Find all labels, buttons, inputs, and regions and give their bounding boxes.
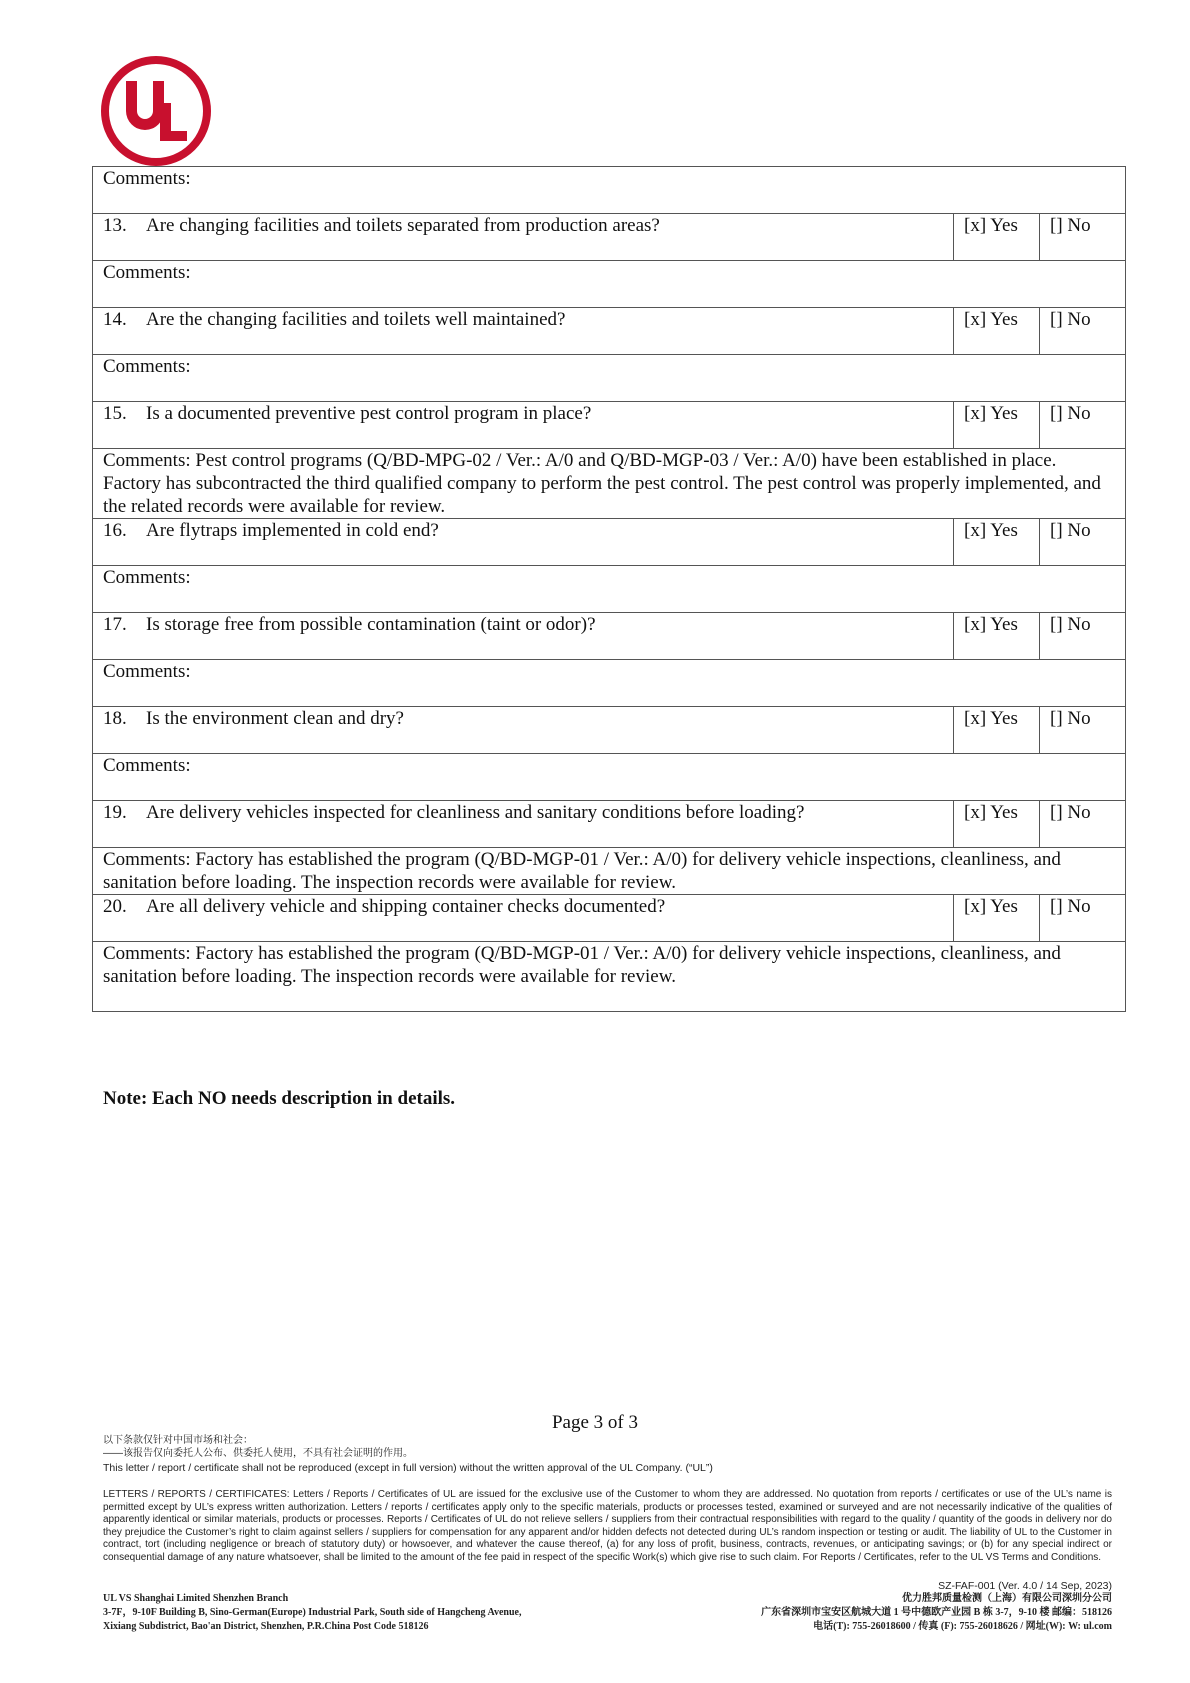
question-row (93, 402, 1126, 449)
question-number: 19. (103, 802, 127, 823)
address-line: UL VS Shanghai Limited Shenzhen Branch (103, 1593, 289, 1604)
ul-logo-letters (126, 81, 187, 141)
question-number: 14. (103, 309, 127, 330)
comment-row (93, 167, 1126, 214)
yes-checkbox[interactable]: [x] Yes (954, 402, 1040, 449)
no-checkbox[interactable]: [] No (1040, 519, 1126, 566)
question-text: Is the environment clean and dry? (146, 708, 404, 729)
footer-chinese-line-1: 以下条款仅针对中国市场和社会： (103, 1435, 253, 1446)
comment-text: Comments: Pest control programs (Q/BD-MPG-02 / Ver.: A/0 and Q/BD-MGP-03 / Ver.: A/0) have been established in place. Factory has subcontracted the third qualified company to perform the pest control. The pest control was properly implemented, and the related records were available for review. (93, 449, 1126, 519)
no-checkbox[interactable]: [] No (1040, 402, 1126, 449)
question-text: Are all delivery vehicle and shipping container checks documented? (146, 896, 666, 917)
question-text: Are delivery vehicles inspected for cleanliness and sanitary conditions before loading? (146, 802, 805, 823)
question-text: Are the changing facilities and toilets well maintained? (146, 309, 566, 330)
address-line: 广东省深圳市宝安区航城大道 1 号中德欧产业园 B 栋 3-7，9-10 楼 邮编：518126 (761, 1607, 1112, 1618)
page-number: Page 3 of 3 (551, 1412, 638, 1433)
yes-checkbox[interactable]: [x] Yes (954, 613, 1040, 660)
comment-text: Comments: Factory has established the program (Q/BD-MGP-01 / Ver.: A/0) for delivery vehicle inspections, cleanliness, and sanitation before loading. The inspection records were available for review. (93, 942, 1126, 1012)
question-cell (93, 613, 954, 660)
comment-text: Comments: (93, 660, 1126, 707)
yes-checkbox[interactable]: [x] Yes (954, 519, 1040, 566)
yes-checkbox[interactable]: [x] Yes (954, 308, 1040, 355)
comment-text: Comments: (93, 754, 1126, 801)
question-row (93, 801, 1126, 848)
address-line: Xixiang Subdistrict, Bao'an District, Shenzhen, P.R.China Post Code 518126 (103, 1621, 429, 1632)
yes-checkbox[interactable]: [x] Yes (954, 214, 1040, 261)
comment-text: Comments: (93, 167, 1126, 214)
question-cell (93, 801, 954, 848)
footer-disclaimer: LETTERS / REPORTS / CERTIFICATES: Letters / Reports / Certificates of UL are issued for the exclusive use of the Customer to whom they are addressed. No quotation from reports / certificates or use of the UL’s name is permitted except by UL’s express written authorization. Letters / reports / certificates apply only to the specific materials, products or processes tested, examined or surveyed and are not necessarily indicative of the qualities of apparently identical or similar materials, products or processes. Reports / Certificates of UL do not relieve sellers / suppliers from their contractual responsibilities with regard to the quality / quantity of the goods in delivery nor do they prejudice the Customer’s right to claim against sellers / suppliers for compensation for any apparent and/or hidden defects not detected during UL’s random inspection or testing or audit. The liability of UL to the Customer in contract, tort (including negligence or breach of statutory duty) or howsoever, and whatever the cause thereof, (a) for any loss of profit, business, contracts, revenues, or anticipating savings; or (b) for any special indirect or consequential damage of any nature whatsoever, shall be limited to the amount of the fee paid in respect of the specific Work(s) which give rise to such claim. For Reports / Certificates, refer to the UL VS Terms and Conditions. (103, 1489, 1112, 1563)
checklist-table (92, 166, 1126, 1012)
comment-text: Comments: (93, 261, 1126, 308)
company-address-cn (592, 1592, 1112, 1634)
address-line: 优力胜邦质量检测（上海）有限公司深圳分公司 (902, 1593, 1112, 1604)
question-cell (93, 308, 954, 355)
question-row (93, 519, 1126, 566)
comment-row (93, 449, 1126, 519)
address-line: 3-7F，9-10F Building B, Sino-German(Europe) Industrial Park, South side of Hangcheng Avenue, (103, 1607, 522, 1618)
ul-logo (100, 55, 212, 167)
comment-row (93, 261, 1126, 308)
no-checkbox[interactable]: [] No (1040, 308, 1126, 355)
question-cell (93, 402, 954, 449)
question-number: 15. (103, 403, 127, 424)
note-text: Note: Each NO needs description in details. (103, 1088, 456, 1109)
question-cell (93, 519, 954, 566)
no-checkbox[interactable]: [] No (1040, 801, 1126, 848)
question-cell (93, 895, 954, 942)
comment-row (93, 355, 1126, 402)
no-checkbox[interactable]: [] No (1040, 613, 1126, 660)
comment-row (93, 566, 1126, 613)
question-cell (93, 214, 954, 261)
question-cell (93, 707, 954, 754)
question-number: 16. (103, 520, 127, 541)
no-checkbox[interactable]: [] No (1040, 895, 1126, 942)
address-line: 电话(T): 755-26018600 / 传真 (F): 755-26018626 / 网址(W): W: ul.com (813, 1621, 1112, 1632)
question-text: Is a documented preventive pest control program in place? (146, 403, 592, 424)
question-row (93, 895, 1126, 942)
comment-row (93, 660, 1126, 707)
comment-text: Comments: Factory has established the program (Q/BD-MGP-01 / Ver.: A/0) for delivery vehicle inspections, cleanliness, and sanitation before loading. The inspection records were available for review. (93, 848, 1126, 895)
yes-checkbox[interactable]: [x] Yes (954, 895, 1040, 942)
question-row (93, 308, 1126, 355)
comment-text: Comments: (93, 566, 1126, 613)
question-text: Are flytraps implemented in cold end? (146, 520, 439, 541)
question-number: 18. (103, 708, 127, 729)
question-row (93, 707, 1126, 754)
no-checkbox[interactable]: [] No (1040, 214, 1126, 261)
question-row (93, 613, 1126, 660)
comment-row (93, 848, 1126, 895)
ul-logo-icon (100, 55, 212, 167)
yes-checkbox[interactable]: [x] Yes (954, 707, 1040, 754)
question-text: Are changing facilities and toilets separated from production areas? (146, 215, 660, 236)
comment-text: Comments: (93, 355, 1126, 402)
footer-chinese-line-2: ——该报告仅向委托人公布、供委托人使用，不具有社会证明的作用。 (103, 1448, 413, 1459)
no-checkbox[interactable]: [] No (1040, 707, 1126, 754)
yes-checkbox[interactable]: [x] Yes (954, 801, 1040, 848)
question-text: Is storage free from possible contamination (taint or odor)? (146, 614, 596, 635)
company-address-en (103, 1592, 663, 1634)
question-number: 20. (103, 896, 127, 917)
comment-row (93, 754, 1126, 801)
question-row (93, 214, 1126, 261)
comment-row (93, 942, 1126, 1012)
question-number: 17. (103, 614, 127, 635)
footer-reproduction-notice: This letter / report / certificate shall not be reproduced (except in full version) without the written approval of the UL Company. (“UL”) (103, 1462, 713, 1474)
question-number: 13. (103, 215, 127, 236)
form-id: SZ-FAF-001 (Ver. 4.0 / 14 Sep, 2023) (938, 1580, 1112, 1592)
